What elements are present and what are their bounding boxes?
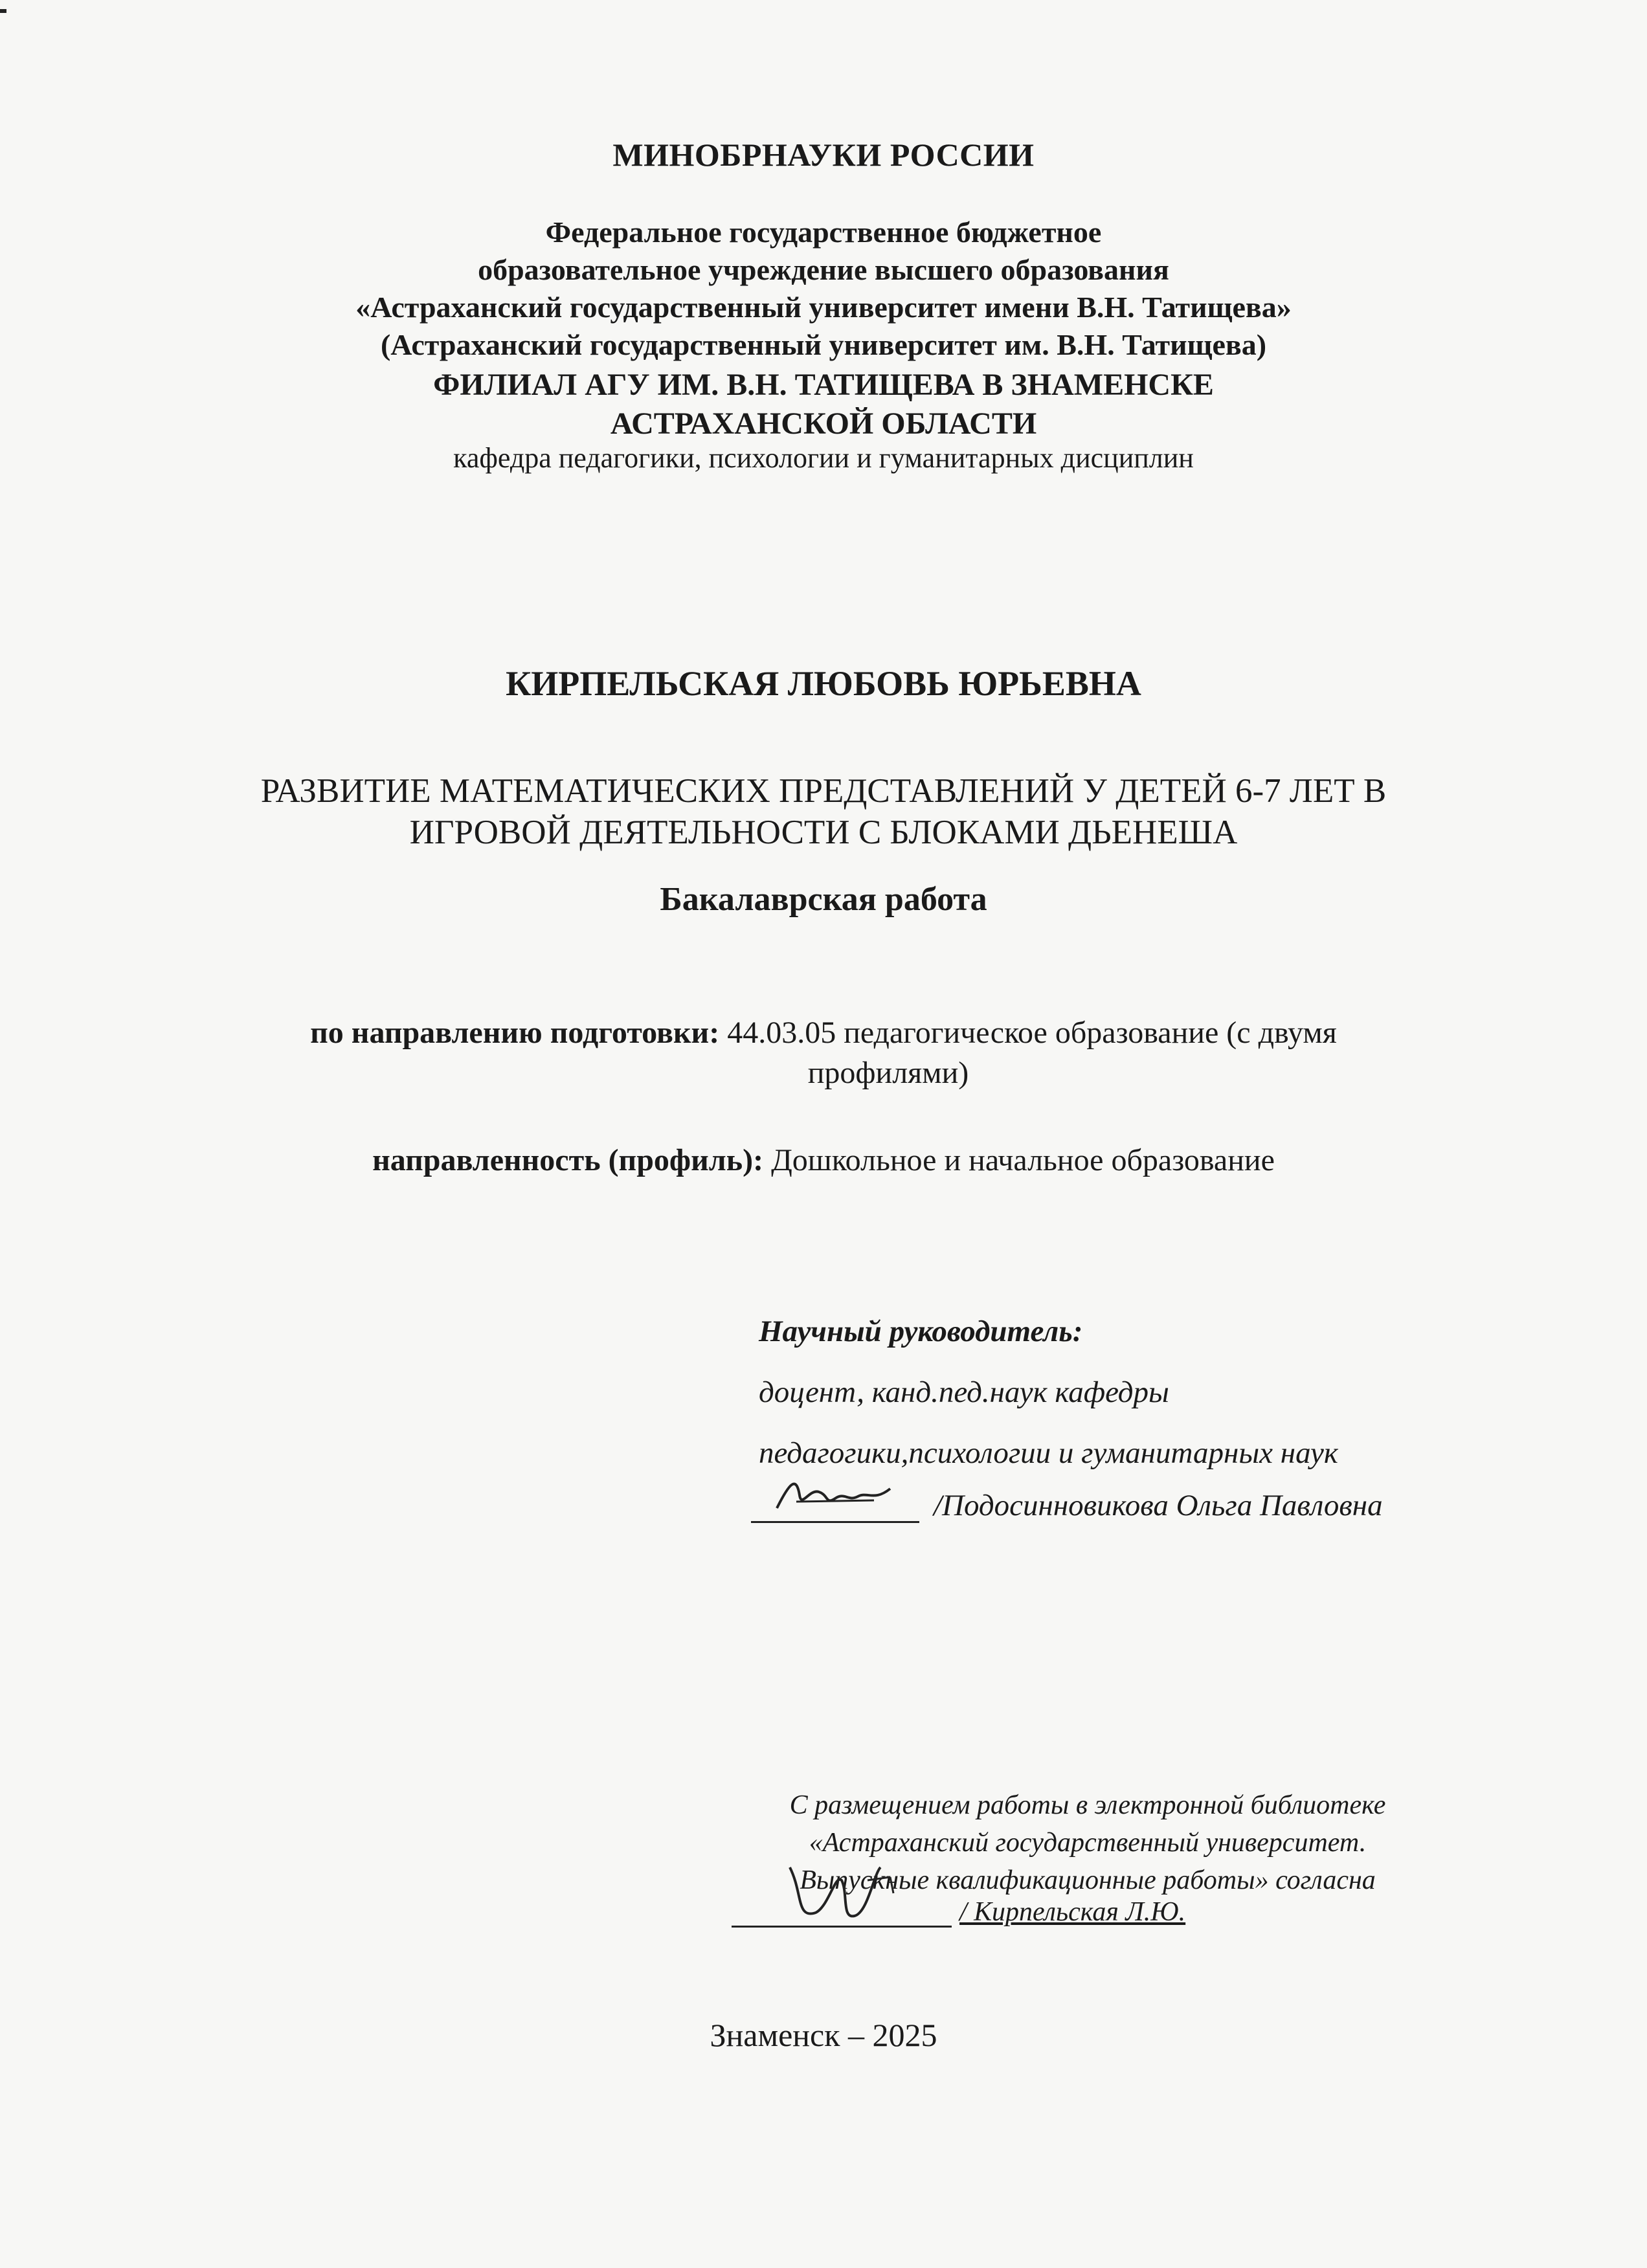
supervisor-position: доцент, канд.пед.наук кафедры [759,1375,1169,1409]
thesis-title [0,770,1647,853]
author-name: КИРПЕЛЬСКАЯ ЛЮБОВЬ ЮРЬЕВНА [506,664,1141,703]
study-direction [0,1013,1647,1093]
study-direction-label: по направлению подготовки: [310,1016,720,1050]
author-signature-row [732,1893,1185,1928]
supervisor-heading: Научный руководитель: [759,1315,1083,1348]
thesis-title-line: РАЗВИТИЕ МАТЕМАТИЧЕСКИХ ПРЕДСТАВЛЕНИЙ У ДЕТЕЙ 6-7 ЛЕТ В [260,772,1387,810]
handwritten-signature-icon [777,1854,919,1932]
institution-line: «Астраханский государственный университет имени В.Н. Татищева» [355,291,1292,324]
supervisor-name: /Подосинновикова Ольга Павловна [934,1489,1383,1522]
library-consent-line: «Астраханский государственный университет. [809,1828,1367,1858]
study-direction-value: 44.03.05 педагогическое образование (с двумя [727,1016,1337,1050]
city-year: Знаменск – 2025 [710,2017,937,2053]
handwritten-signature-icon [770,1469,900,1521]
author-signer-name: / Кирпельская Л.Ю. [959,1897,1186,1927]
institution-line: (Астраханский государственный университет им. В.Н. Татищева) [380,328,1267,361]
institution-name [0,214,1647,364]
branch-name [0,366,1647,443]
supervisor-position: педагогики,психологии и гуманитарных наук [759,1436,1338,1470]
institution-line: Федеральное государственное бюджетное [545,216,1102,249]
institution-line: образовательное учреждение высшего образования [478,253,1169,286]
department-name: кафедра педагогики, психологии и гуманитарных дисциплин [453,442,1194,474]
thesis-title-line: ИГРОВОЙ ДЕЯТЕЛЬНОСТИ С БЛОКАМИ ДЬЕНЕША [409,814,1238,851]
work-type: Бакалаврская работа [660,881,987,918]
author-signature [732,1893,952,1928]
supervisor-signature [751,1482,919,1523]
study-direction-line [0,1013,1647,1053]
library-consent-line: С размещением работы в электронной библиотеке [789,1790,1386,1820]
library-consent-line: Выпускные квалификационные работы» согласна [800,1865,1376,1895]
study-direction-line: профилями) [807,1056,969,1090]
supervisor-signature-row [751,1482,1383,1523]
study-profile-value: Дошкольное и начальное образование [771,1143,1275,1177]
branch-line: АСТРАХАНСКОЙ ОБЛАСТИ [610,406,1037,441]
branch-line: ФИЛИАЛ АГУ ИМ. В.Н. ТАТИЩЕВА В ЗНАМЕНСКЕ [433,368,1214,402]
study-profile [0,1142,1647,1178]
ministry-heading: МИНОБРНАУКИ РОССИИ [612,137,1035,173]
scan-mark [0,9,6,13]
study-profile-label: направленность (профиль): [372,1143,764,1177]
supervisor-block [759,1301,1338,1484]
